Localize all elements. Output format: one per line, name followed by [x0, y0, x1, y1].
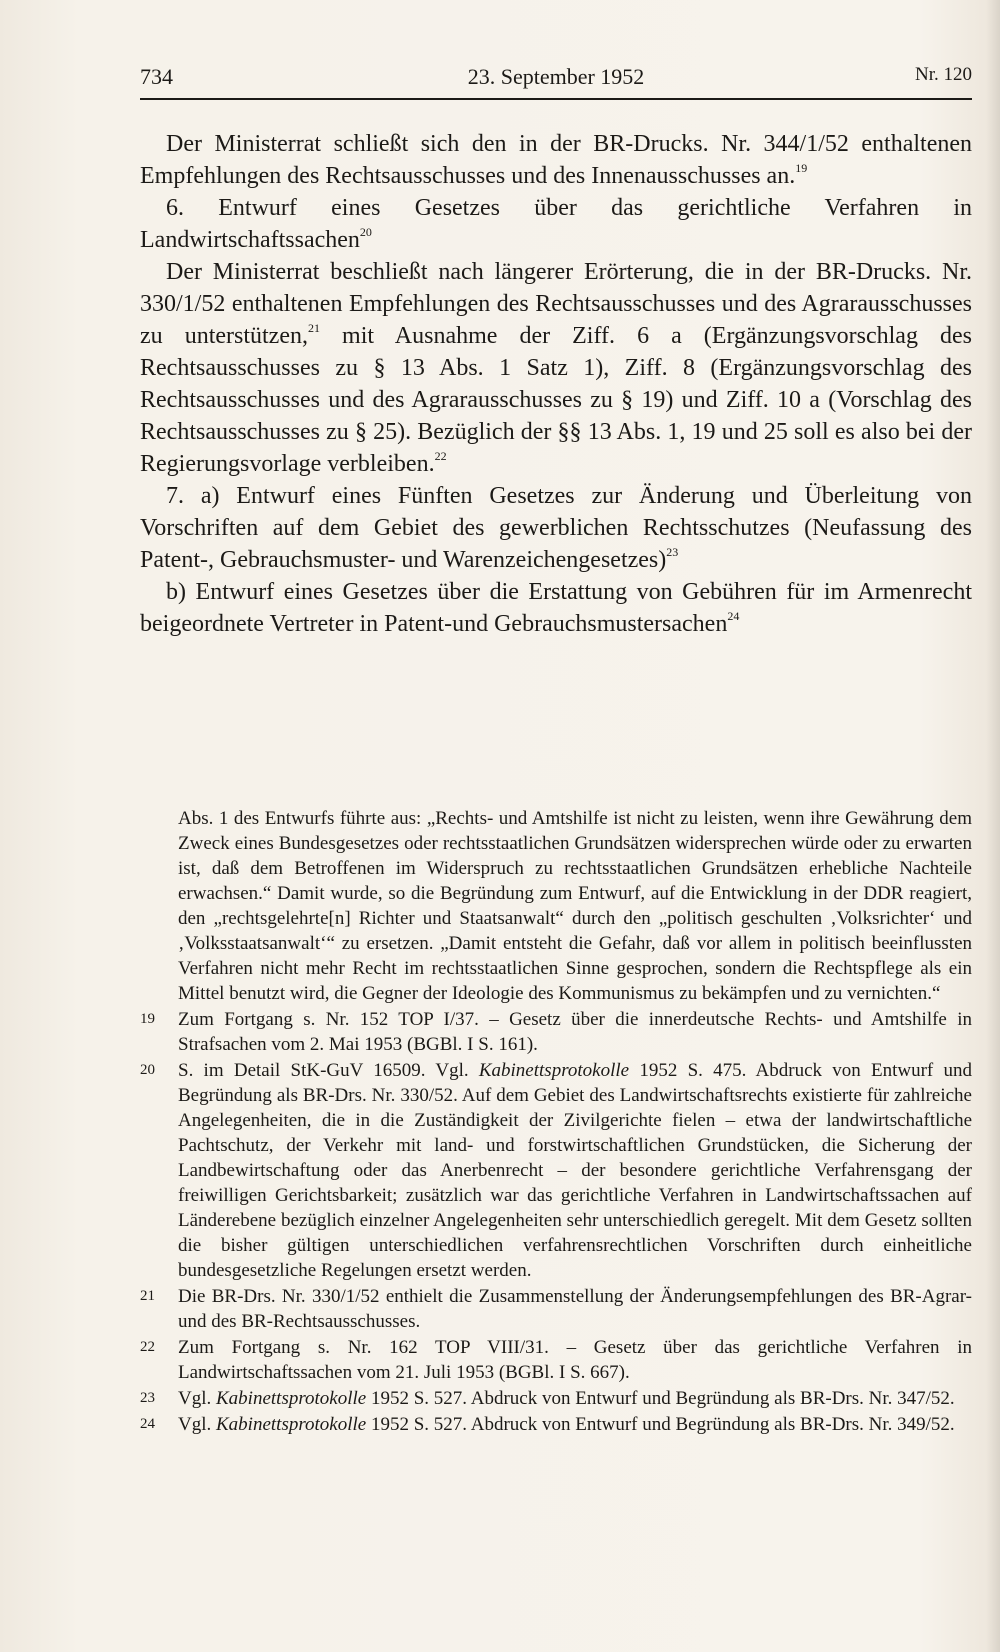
agenda-item-6 [140, 192, 972, 256]
footnote-21 [140, 1284, 972, 1334]
footnote-number: 24 [140, 1416, 155, 1432]
paragraph-text: mit Ausnahme der Ziff. 6 a (Ergänzungsvorschlag des Rechtsausschusses zu § 13 Abs. 1 Satz 1), Ziff. 8 (Ergänzungsvorschlag des Rechtsausschusses und des Agrarausschusses zu § 19) und Ziff. 10 a (Vorschlag des Rechtsausschusses zu § 25). Bezüglich der §§ 13 Abs. 1, 19 und 25 soll es also bei der Regierungsvorlage verbleiben. [140, 323, 972, 477]
footnote-ref: 19 [795, 161, 808, 175]
paragraph-text: b) Entwurf eines Gesetzes über die Erstattung von Gebühren für im Armenrecht beigeordnete Vertreter in Patent-und Gebrauchsmustersachen [140, 579, 972, 637]
footnote-24 [140, 1412, 972, 1437]
footnote-ref: 20 [359, 225, 372, 239]
footnote-text: Zum Fortgang s. Nr. 162 TOP VIII/31. – Gesetz über das gerichtliche Verfahren in Landwirtschaftssachen vom 21. Juli 1953 (BGBl. I S. 667). [178, 1337, 972, 1383]
page-number: 734 [140, 64, 173, 89]
footnote-ref: 22 [434, 449, 447, 463]
footnote-italic-title: Kabinettsprotokolle [478, 1060, 630, 1081]
footnote-19 [140, 1007, 972, 1057]
running-header [140, 64, 972, 100]
footnote-number: 21 [140, 1288, 155, 1304]
page-edge-shadow [986, 0, 1000, 1652]
paragraph-text: Der Ministerrat schließt sich den in der BR-Drucks. Nr. 344/1/52 enthaltenen Empfehlungen des Rechtsausschusses und des Innenausschusses an. [140, 131, 972, 189]
header-date: 23. September 1952 [467, 64, 645, 89]
footnote-italic-title: Kabinettsprotokolle [216, 1388, 367, 1409]
paragraph-text: Der Ministerrat beschließt nach längerer Erörterung, die in der BR-Drucks. Nr. 330/1/52 enthaltenen Empfehlungen des Rechtsausschusses und des Agrarausschusses zu unterstützen, [140, 259, 972, 349]
footnote-text: 1952 S. 527. Abdruck von Entwurf und Begründung als BR-Drs. Nr. 347/52. [366, 1388, 955, 1409]
footnote-text: 1952 S. 527. Abdruck von Entwurf und Begründung als BR-Drs. Nr. 349/52. [366, 1414, 955, 1435]
footnote-23 [140, 1386, 972, 1411]
paragraph-resolution-2 [140, 256, 972, 480]
footnote-continuation [140, 806, 972, 1006]
footnotes [140, 806, 972, 1438]
document-number: Nr. 120 [915, 64, 972, 85]
footnote-ref: 23 [666, 545, 679, 559]
footnote-number: 23 [140, 1390, 155, 1406]
footnote-text: S. im Detail StK-GuV 16509. Vgl. [178, 1060, 479, 1081]
footnote-ref: 24 [727, 609, 740, 623]
footnote-20 [140, 1058, 972, 1283]
footnote-text: Abs. 1 des Entwurfs führte aus: „Rechts- und Amtshilfe ist nicht zu leisten, wenn ihre Gewährung dem Zweck eines Bundesgesetzes oder rechtsstaatlichen Grundsätzen widersprechen würde oder zu erwarten ist, daß dem Betroffenen im Widerspruch zu rechtsstaatlichen Grundsätzen erhebliche Nachteile erwachsen.“ Damit wurde, so die Begründung zum Entwurf, auf die Entwicklung in der DDR reagiert, den „rechtsgelehrte[n] Richter und Staatsanwalt“ durch den „politisch geschulten ‚Volksrichter‘ und ‚Volksstaatsanwalt‘“ zu ersetzen. „Damit entsteht die Gefahr, daß vor allem in politisch beeinflussten Verfahren nicht mehr Recht im rechtsstaatlichen Sinne gesprochen, sondern die Rechtspflege als ein Mittel benutzt wird, die Gegner der Ideologie des Kommunismus zu bekämpfen und zu vernichten.“ [178, 808, 972, 1004]
footnote-text: Zum Fortgang s. Nr. 152 TOP I/37. – Gesetz über die innerdeutsche Rechts- und Amtshilfe in Strafsachen vom 2. Mai 1953 (BGBl. I S. 161). [178, 1009, 972, 1055]
footnote-text: Vgl. [178, 1388, 216, 1409]
footnote-number: 19 [140, 1011, 155, 1027]
footnote-italic-title: Kabinettsprotokolle [216, 1414, 367, 1435]
footnote-text: 1952 S. 475. Abdruck von Entwurf und Begründung als BR-Drs. Nr. 330/52. Auf dem Gebiet des Landwirtschaftsrechts existierte für zahlreiche Angelegenheiten, die in die Zuständigkeit der Zivilgerichte fielen – etwa der landwirtschaftliche Pachtschutz, der Verkehr mit land- und forstwirtschaftlichen Grundstücken, die Sicherung der Landbewirtschaftung oder das Anerbenrecht – der besondere gerichtliche Verfahrensgang der freiwilligen Gerichtsbarkeit; zusätzlich war das gerichtliche Verfahren in Landwirtschaftssachen auf Länderebene bezüglich einzelner Angelegenheiten sehr unterschiedlich geregelt. Mit dem Gesetz sollten die bisher gültigen unterschiedlichen verfahrensrechtlichen Vorschriften durch einheitliche bundesgesetzliche Regelungen ersetzt werden. [178, 1060, 972, 1281]
footnote-text: Die BR-Drs. Nr. 330/1/52 enthielt die Zusammenstellung der Änderungsempfehlungen des BR-Agrar- und des BR-Rechtsausschusses. [178, 1286, 972, 1332]
paragraph-text: 6. Entwurf eines Gesetzes über das gerichtliche Verfahren in Landwirtschaftssachen [140, 195, 972, 253]
footnote-number: 20 [140, 1062, 155, 1078]
agenda-item-7a [140, 480, 972, 576]
footnote-ref: 21 [308, 321, 320, 335]
paragraph-text: 7. a) Entwurf eines Fünften Gesetzes zur Änderung und Überleitung von Vorschriften auf dem Gebiet des gewerblichen Rechtsschutzes (Neufassung des Patent-, Gebrauchsmuster- und Warenzeichengesetzes) [140, 483, 972, 573]
paragraph-resolution-1 [140, 128, 972, 192]
main-text [140, 128, 972, 640]
footnote-number: 22 [140, 1339, 155, 1355]
agenda-item-7b [140, 576, 972, 640]
footnote-22 [140, 1335, 972, 1385]
footnote-text: Vgl. [178, 1414, 216, 1435]
